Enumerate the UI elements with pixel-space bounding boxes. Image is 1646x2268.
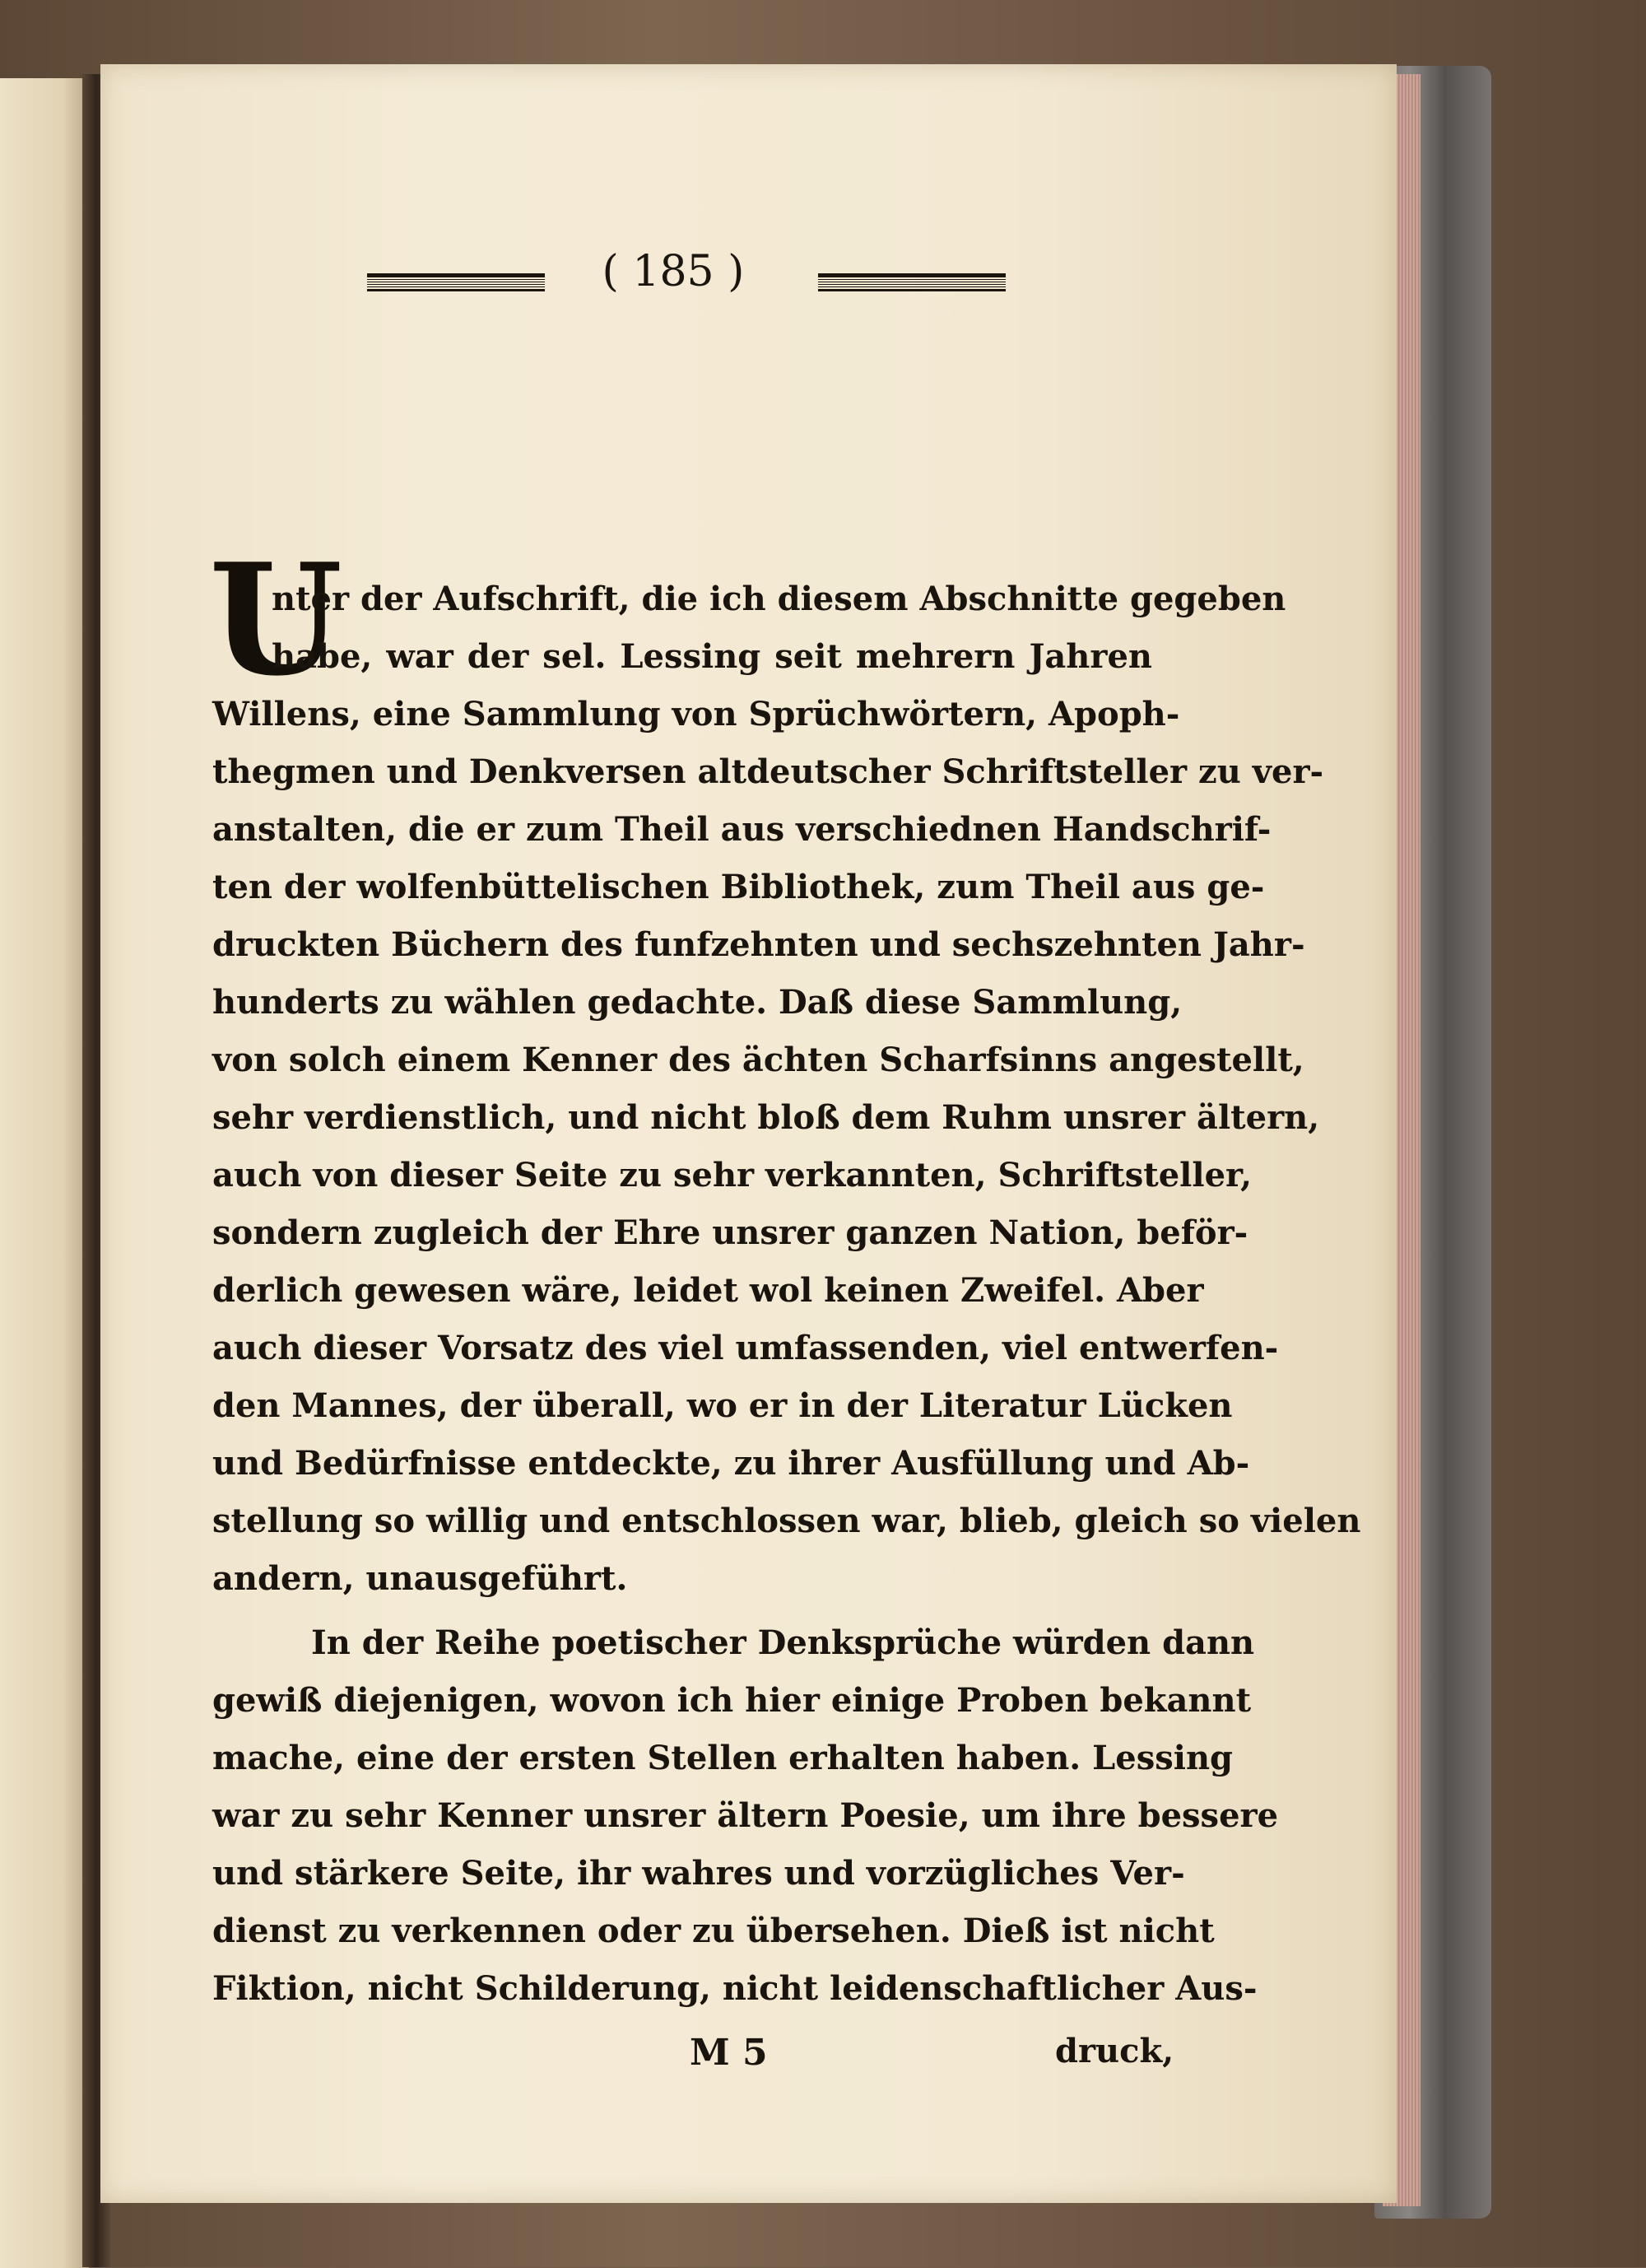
text-line: druckten Büchern des funfzehnten und sechszehnten Jahr-: [212, 925, 1305, 964]
text-line: anstalten, die er zum Theil aus verschiednen Handschrif-: [212, 810, 1272, 849]
text-line: dienst zu verkennen oder zu übersehen. Dieß ist nicht: [212, 1912, 1215, 1950]
text-line: Fiktion, nicht Schilderung, nicht leidenschaftlicher Aus-: [212, 1969, 1258, 2008]
catchword: druck,: [1055, 2032, 1174, 2070]
page-number: ( 185 ): [602, 247, 745, 296]
text-line: war zu sehr Kenner unsrer ältern Poesie, um ihre bessere: [212, 1796, 1279, 1835]
text-line: ten der wolfenbüttelischen Bibliothek, zum Theil aus ge-: [212, 868, 1265, 906]
text-line: sehr verdienstlich, und nicht bloß dem Ruhm unsrer ältern,: [212, 1098, 1320, 1137]
text-line: In der Reihe poetischer Denksprüche würden dann: [311, 1623, 1255, 1662]
header-rule-left: [367, 273, 545, 291]
text-line: von solch einem Kenner des ächten Scharfsinns angestellt,: [212, 1041, 1304, 1079]
text-line: derlich gewesen wäre, leidet wol keinen Zweifel. Aber: [212, 1271, 1204, 1310]
text-line: Willens, eine Sammlung von Sprüchwörtern, Apoph-: [212, 695, 1180, 733]
text-line: thegmen und Denkversen altdeutscher Schriftsteller zu ver-: [212, 752, 1324, 791]
text-line: hunderts zu wählen gedachte. Daß diese Sammlung,: [212, 983, 1183, 1022]
text-line: den Mannes, der überall, wo er in der Literatur Lücken: [212, 1386, 1233, 1425]
text-line: gewiß diejenigen, wovon ich hier einige Proben bekannt: [212, 1681, 1252, 1720]
drop-initial: U: [209, 529, 343, 710]
header-rule-right: [818, 273, 1006, 291]
text-line: habe, war der sel. Lessing seit mehrern Jahren: [272, 637, 1152, 676]
text-line: und stärkere Seite, ihr wahres und vorzügliches Ver-: [212, 1854, 1185, 1893]
text-line: andern, unausgeführt.: [212, 1559, 628, 1598]
text-line: nter der Aufschrift, die ich diesem Abschnitte gegeben: [272, 580, 1286, 618]
text-line: auch von dieser Seite zu sehr verkannten, Schriftsteller,: [212, 1156, 1253, 1195]
facing-page-edge: [0, 78, 89, 2268]
text-line: stellung so willig und entschlossen war, blieb, gleich so vielen: [212, 1502, 1361, 1540]
text-line: und Bedürfnisse entdeckte, zu ihrer Ausfüllung und Ab-: [212, 1444, 1250, 1483]
text-line: mache, eine der ersten Stellen erhalten haben. Lessing: [212, 1739, 1233, 1777]
text-line: auch dieser Vorsatz des viel umfassenden, viel entwerfen-: [212, 1329, 1279, 1367]
signature-mark: M 5: [690, 2032, 768, 2074]
text-line: sondern zugleich der Ehre unsrer ganzen Nation, beför-: [212, 1213, 1248, 1252]
